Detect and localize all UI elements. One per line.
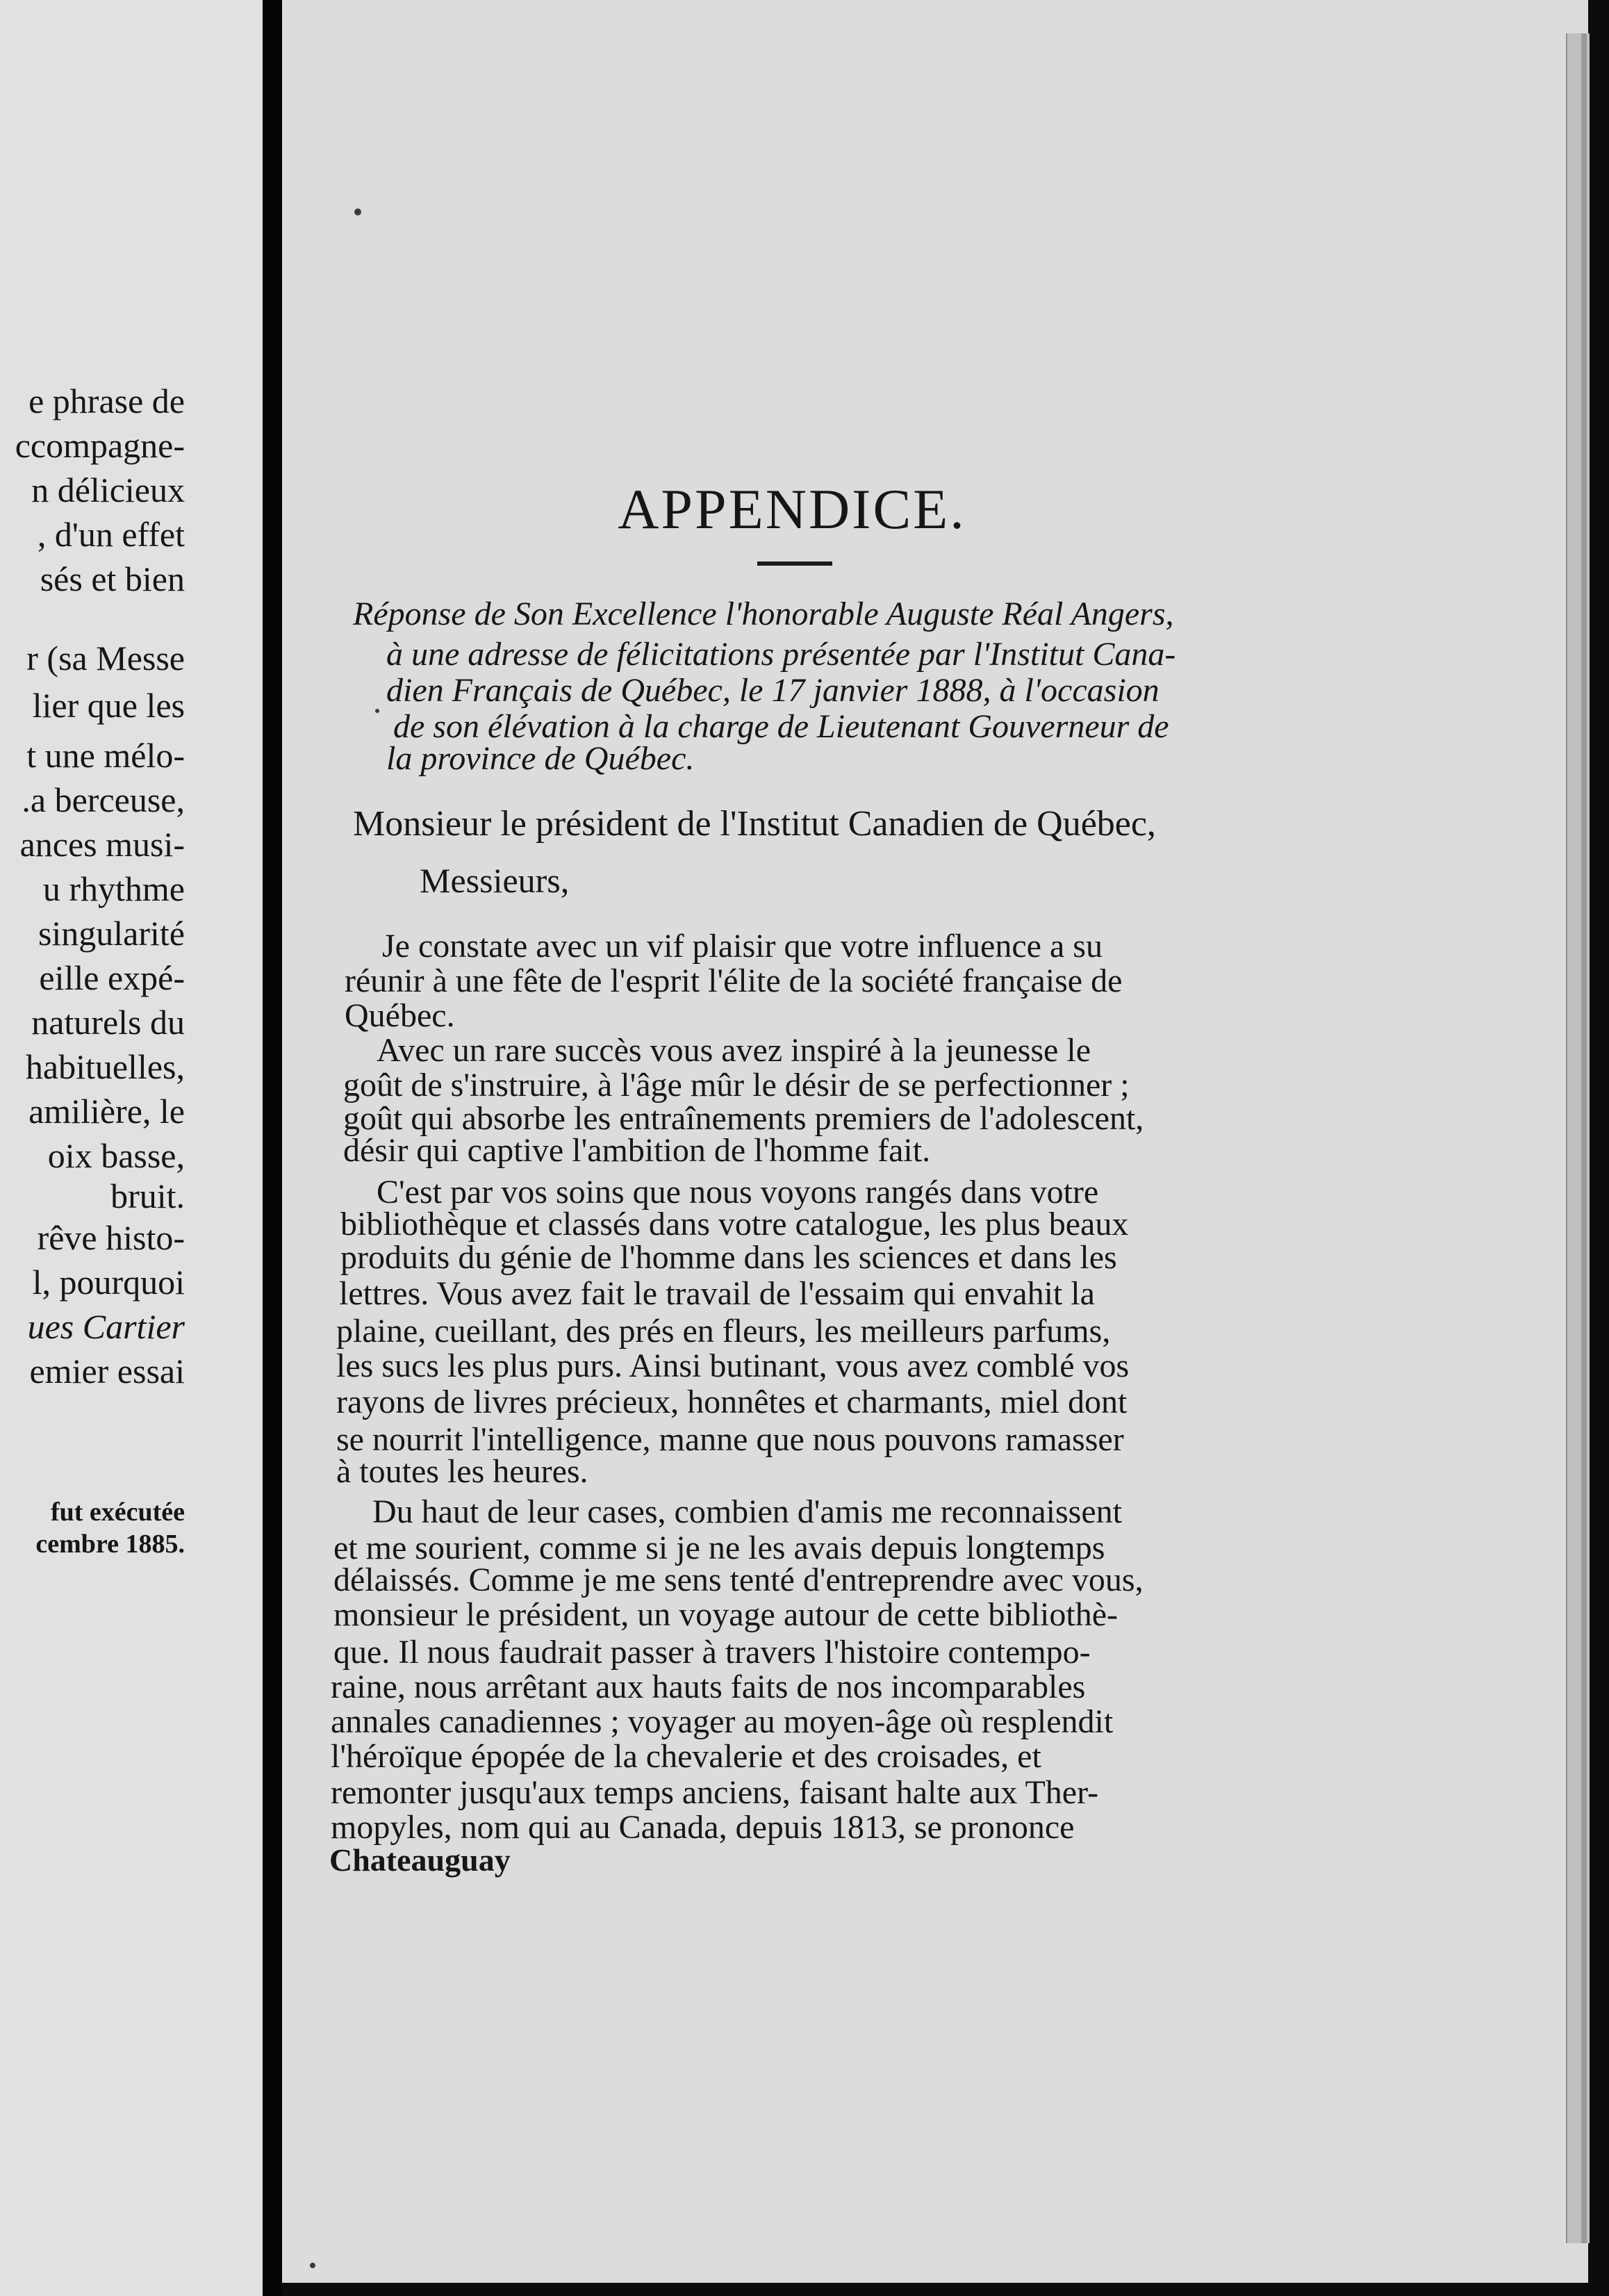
body-line: réunir à une fête de l'esprit l'élite de la société française de xyxy=(345,962,1123,999)
body-line: Je constate avec un vif plaisir que votre influence a su xyxy=(382,928,1103,965)
body-line: délaissés. Comme je me sens tenté d'entreprendre avec vous, xyxy=(333,1561,1144,1598)
left-text-line: habituelles, xyxy=(25,1047,185,1086)
body-line: monsieur le président, un voyage autour de cette bibliothè- xyxy=(333,1596,1118,1633)
left-text-line: u rhythme xyxy=(42,869,185,908)
body-line: Avec un rare succès vous avez inspiré à la jeunesse le xyxy=(377,1032,1091,1069)
left-text-line: t une mélo- xyxy=(26,736,185,775)
left-text-line: oix basse, xyxy=(47,1136,185,1175)
body-line: annales canadiennes ; voyager au moyen-âge où resplendit xyxy=(331,1703,1114,1740)
body-line: rayons de livres précieux, honnêtes et charmants, miel dont xyxy=(336,1384,1128,1420)
body-line: mopyles, nom qui au Canada, depuis 1813, se prononce xyxy=(331,1809,1075,1846)
left-text-line: sés et bien xyxy=(40,559,185,598)
body-line: Québec. xyxy=(345,997,455,1034)
greeting: Messieurs, xyxy=(420,861,570,900)
left-text-line: lier que les xyxy=(32,686,185,725)
body-line: raine, nous arrêtant aux hauts faits de nos incomparables xyxy=(331,1668,1086,1705)
body-line: bibliothèque et classés dans votre catalogue, les plus beaux xyxy=(340,1206,1129,1243)
body-line: et me sourient, comme si je ne les avais depuis longtemps xyxy=(333,1530,1105,1566)
title-rule xyxy=(757,561,832,566)
page-edge-shadow xyxy=(1581,33,1587,2243)
left-text-line: l, pourquoi xyxy=(32,1263,185,1302)
catchword: Chateauguay xyxy=(329,1842,511,1878)
left-text-line: r (sa Messe xyxy=(26,639,185,678)
print-speck xyxy=(375,709,379,713)
body-line: goût qui absorbe les entraînements premiers de l'adolescent, xyxy=(343,1100,1144,1137)
body-line: désir qui captive l'ambition de l'homme fait. xyxy=(343,1132,931,1169)
left-footnote-line: fut exécutée xyxy=(50,1498,185,1527)
left-footnote-line: cembre 1885. xyxy=(35,1530,185,1559)
left-text-line: ues Cartier xyxy=(27,1307,185,1346)
body-line: plaine, cueillant, des prés en fleurs, les meilleurs parfums, xyxy=(336,1313,1111,1350)
page-title: APPENDICE. xyxy=(618,477,966,541)
left-text-line: amilière, le xyxy=(28,1092,185,1131)
intro-line: à une adresse de félicitations présentée par l'Institut Cana- xyxy=(386,636,1176,673)
left-text-line: e phrase de xyxy=(28,382,185,420)
left-text-line: naturels du xyxy=(31,1003,185,1042)
intro-line: Réponse de Son Excellence l'honorable Auguste Réal Angers, xyxy=(353,596,1174,632)
print-speck xyxy=(310,2263,315,2268)
left-text-line: .a berceuse, xyxy=(22,780,185,819)
left-text-line: rêve histo- xyxy=(37,1218,185,1257)
body-line: lettres. Vous avez fait le travail de l'essaim qui envahit la xyxy=(339,1275,1095,1312)
book-gutter xyxy=(263,0,282,2296)
body-line: C'est par vos soins que nous voyons rangés dans votre xyxy=(377,1174,1099,1211)
left-text-line: ccompagne- xyxy=(15,426,185,465)
body-line: que. Il nous faudrait passer à travers l'histoire contempo- xyxy=(333,1634,1091,1671)
body-line: les sucs les plus purs. Ainsi butinant, vous avez comblé vos xyxy=(336,1347,1130,1384)
salutation: Monsieur le président de l'Institut Canadien de Québec, xyxy=(353,804,1156,844)
left-text-line: ances musi- xyxy=(19,825,185,864)
intro-line: la province de Québec. xyxy=(386,740,695,777)
body-line: l'héroïque épopée de la chevalerie et des croisades, et xyxy=(331,1738,1041,1775)
body-line: remonter jusqu'aux temps anciens, faisant halte aux Ther- xyxy=(331,1774,1099,1811)
left-text-line: emier essai xyxy=(29,1352,185,1391)
left-text-line: n délicieux xyxy=(31,470,185,509)
left-page-fragment xyxy=(0,0,263,2296)
left-text-line: , d'un effet xyxy=(37,515,185,554)
body-line: Du haut de leur cases, combien d'amis me reconnaissent xyxy=(372,1493,1122,1530)
intro-line: de son élévation à la charge de Lieutenant Gouverneur de xyxy=(393,708,1169,745)
intro-line: dien Français de Québec, le 17 janvier 1888, à l'occasion xyxy=(386,672,1160,709)
body-line: à toutes les heures. xyxy=(336,1453,588,1490)
body-line: se nourrit l'intelligence, manne que nous pouvons ramasser xyxy=(336,1421,1124,1458)
left-text-line: singularité xyxy=(38,914,185,953)
left-text-line: eille expé- xyxy=(39,958,185,997)
body-line: produits du génie de l'homme dans les sciences et dans les xyxy=(340,1239,1117,1276)
left-text-line: bruit. xyxy=(110,1176,185,1215)
print-speck xyxy=(354,208,361,215)
body-line: goût de s'instruire, à l'âge mûr le désir de se perfectionner ; xyxy=(343,1067,1130,1104)
